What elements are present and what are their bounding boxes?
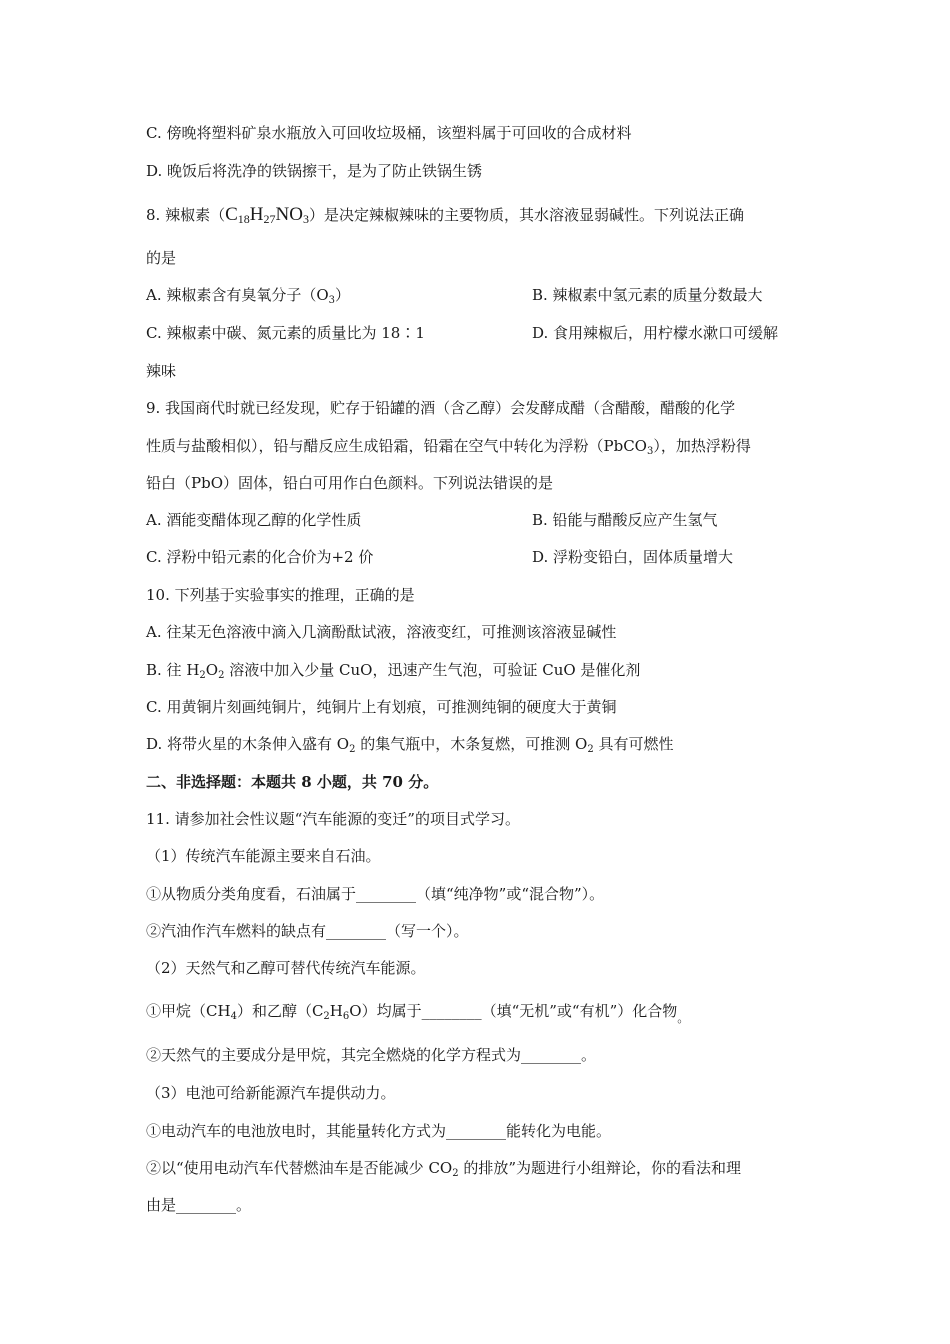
q11-part1-item1: ①从物质分类角度看，石油属于________（填“纯净物”或“混合物”）。 [146,885,605,903]
q10-option-b-sub1: 2 [199,670,206,681]
q10-option-c: C. 用黄铜片刻画纯铜片，纯铜片上有划痕，可推测纯铜的硬度大于黄铜 [146,698,617,716]
q11-part3-item2-cont: 由是________。 [146,1196,252,1214]
q8-stem-cont: 的是 [146,249,177,267]
q10-option-d [146,734,673,754]
q8-option-a-pre: A. 辣椒素含有臭氧分子（O [146,286,329,304]
q10-stem: 10. 下列基于实验事实的推理，正确的是 [146,586,415,604]
q11-p2-1-c: H [329,1002,343,1020]
q8-option-b: B. 辣椒素中氢元素的质量分数最大 [532,286,763,304]
q10-option-d-sub2: 2 [587,744,594,755]
q8-stem-after: ）是决定辣椒辣味的主要物质，其水溶液显弱碱性。下列说法正确 [308,206,744,224]
q11-part2-item1 [146,1001,689,1028]
q10-option-d-post: 具有可燃性 [593,735,674,753]
q9-option-a: A. 酒能变醋体现乙醇的化学性质 [146,511,362,529]
formula-c-sub: 18 [237,212,250,226]
q7-option-d: D. 晚饭后将洗净的铁锅擦干，是为了防止铁锅生锈 [146,162,483,180]
q9-option-c: C. 浮粉中铅元素的化合价为+2 价 [146,548,374,566]
q11-part3-item1: ①电动汽车的电池放电时，其能量转化方式为________能转化为电能。 [146,1122,612,1140]
q8-option-d-cont: 辣味 [146,362,177,380]
q11-stem: 11. 请参加社会性议题“汽车能源的变迁”的项目式学习。 [146,810,520,828]
q9-option-b: B. 铅能与醋酸反应产生氢气 [532,511,718,529]
q11-p2-1-sub1: 4 [230,1011,237,1022]
q8-stem-before: 8. 辣椒素（ [146,206,226,224]
q8-option-a-sub: 3 [328,295,336,306]
q9-line2-sub: 3 [646,446,654,457]
q8-option-a [146,285,350,305]
q8-stem [146,205,744,225]
capsaicin-formula [225,204,309,225]
formula-c: C [225,204,238,225]
q11-p2-1-d: O）均属于________（填“无机”或“有机”）化合物 [349,1002,678,1020]
q10-option-a: A. 往某无色溶液中滴入几滴酚酞试液，溶液变红，可推测该溶液显碱性 [146,623,617,641]
formula-no: NO [275,204,303,225]
q9-stem-line1: 9. 我国商代时就已经发现，贮存于铅罐的酒（含乙醇）会发酵成醋（含醋酸，醋酸的化学 [146,399,736,417]
formula-no-sub: 3 [302,212,309,226]
q10-option-b [146,660,640,680]
q9-stem-line3: 铅白（PbO）固体，铅白可用作白色颜料。下列说法错误的是 [146,474,553,492]
q9-line2-pre: 性质与盐酸相似），铅与醋反应生成铅霜，铅霜在空气中转化为浮粉（PbCO [146,437,647,455]
q11-part3-item2 [146,1158,741,1178]
q10-option-b-pre: B. 往 H [146,661,200,679]
q9-option-d: D. 浮粉变铅白，固体质量增大 [532,548,734,566]
q11-p3-2-sub: 2 [452,1168,459,1179]
q10-option-b-mid: O [205,661,219,679]
q7-option-c: C. 傍晚将塑料矿泉水瓶放入可回收垃圾桶，该塑料属于可回收的合成材料 [146,124,632,142]
q9-line2-post: ），加热浮粉得 [653,437,751,455]
q11-p2-1-b: ）和乙醇（C [236,1002,324,1020]
formula-h-sub: 27 [263,212,276,226]
formula-h: H [249,204,264,225]
q11-part2: （2）天然气和乙醇可替代传统汽车能源。 [146,959,426,977]
q10-option-d-sub1: 2 [349,744,356,755]
q8-option-a-post: ） [335,286,351,304]
q11-p2-1-sub2: 2 [323,1011,330,1022]
section-heading: 二、非选择题：本题共 8 小题，共 70 分。 [146,773,439,791]
q11-p2-1-a: ①甲烷（CH [146,1002,231,1020]
q11-part1: （1）传统汽车能源主要来自石油。 [146,847,381,865]
q10-option-b-post: 溶液中加入少量 CuO，迅速产生气泡，可验证 CuO 是催化剂 [224,661,641,679]
q11-p2-1-mark: 。 [677,1011,690,1025]
q10-option-d-pre: D. 将带火星的木条伸入盛有 O [146,735,350,753]
q8-option-d: D. 食用辣椒后，用柠檬水漱口可缓解 [532,324,779,342]
q9-stem-line2 [146,436,751,456]
q11-p3-2-pre: ②以“使用电动汽车代替燃油车是否能减少 CO [146,1159,453,1177]
q11-part2-item2: ②天然气的主要成分是甲烷，其完全燃烧的化学方程式为________。 [146,1046,597,1064]
q8-option-c: C. 辣椒素中碳、氮元素的质量比为 18∶1 [146,324,425,342]
q10-option-d-mid: 的集气瓶中，木条复燃，可推测 O [355,735,588,753]
q10-option-b-sub2: 2 [218,670,225,681]
q11-p3-2-post: 的排放”为题进行小组辩论，你的看法和理 [458,1159,742,1177]
q11-part1-item2: ②汽油作汽车燃料的缺点有________（写一个）。 [146,922,469,940]
q11-p2-1-sub3: 6 [342,1011,350,1022]
q11-part3: （3）电池可给新能源汽车提供动力。 [146,1084,396,1102]
